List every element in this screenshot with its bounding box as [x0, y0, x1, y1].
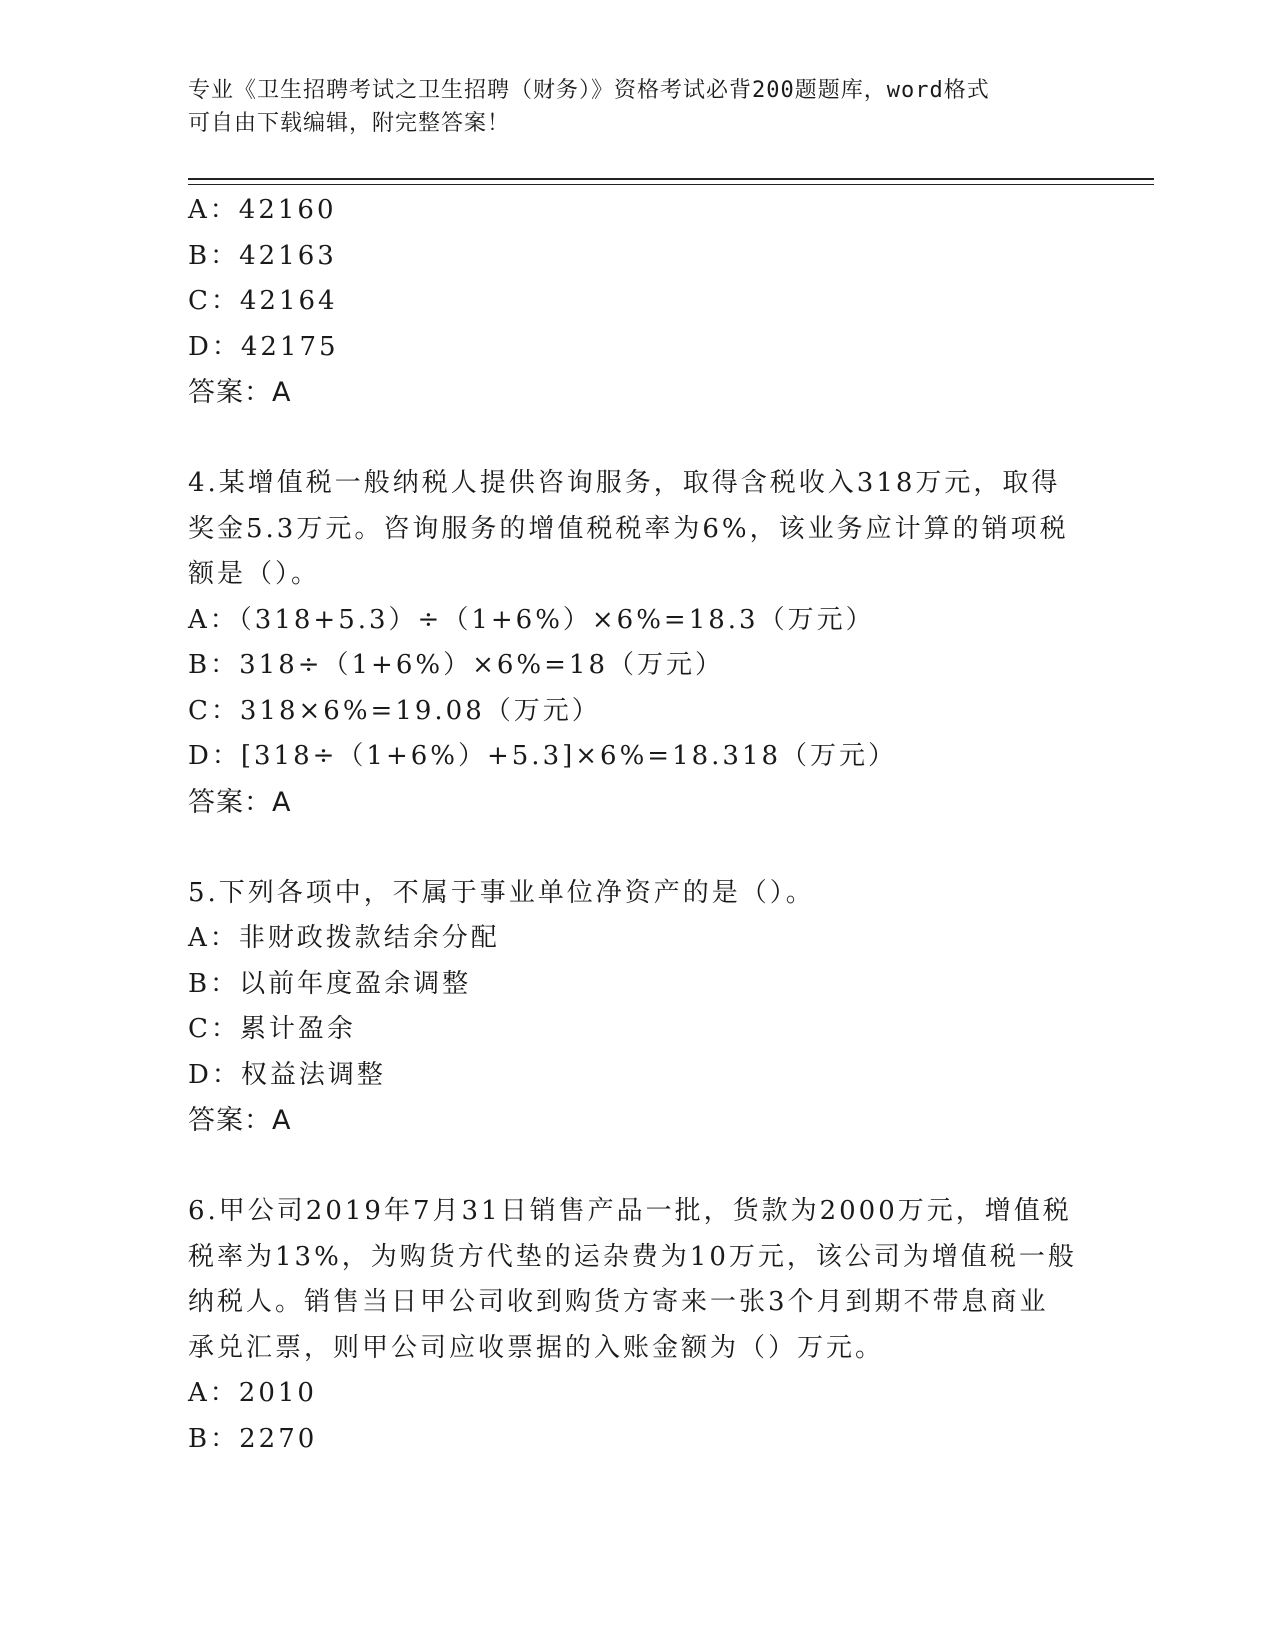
q4-option-d: D：[318÷（1+6%）+5.3]×6%=18.318（万元） — [188, 741, 898, 771]
q5-option-d: D：权益法调整 — [188, 1059, 386, 1090]
question-6 — [188, 1189, 1088, 1462]
question-3 — [188, 188, 1088, 416]
spacer — [188, 416, 1088, 462]
header-divider-thin — [188, 184, 1154, 185]
document-header — [188, 74, 1078, 140]
header-title-line-1: 专业《卫生招聘考试之卫生招聘（财务）》资格考试必背200题题库，word格式 — [188, 78, 990, 103]
q3-option-b: B：42163 — [188, 240, 337, 271]
question-content — [188, 188, 1088, 1462]
q4-option-b: B：318÷（1+6%）×6%=18（万元） — [188, 650, 724, 680]
q6-option-a: A：2010 — [188, 1378, 317, 1408]
question-4 — [188, 461, 1088, 825]
q3-option-d: D：42175 — [188, 331, 339, 362]
q3-option-a: A：42160 — [188, 195, 337, 225]
q4-stem-line-2: 奖金5.3万元。咨询服务的增值税税率为6%，该业务应计算的销项税 — [188, 513, 1069, 544]
q6-stem-line-3: 纳税人。销售当日甲公司收到购货方寄来一张3个月到期不带息商业 — [188, 1287, 1049, 1317]
q5-option-c: C：累计盈余 — [188, 1014, 356, 1044]
q5-answer: 答案：A — [188, 1105, 292, 1136]
question-5 — [188, 871, 1088, 1144]
q3-answer: 答案：A — [188, 377, 292, 408]
q4-option-a: A：（318+5.3）÷（1+6%）×6%=18.3（万元） — [188, 604, 875, 635]
q4-answer: 答案：A — [188, 786, 292, 818]
q4-option-c: C：318×6%=19.08（万元） — [188, 695, 601, 726]
q6-option-b: B：2270 — [188, 1423, 318, 1454]
q4-stem-line-3: 额是（）。 — [188, 559, 321, 589]
q6-stem-line-2: 税率为13%，为购货方代垫的运杂费为10万元，该公司为增值税一般 — [188, 1241, 1077, 1272]
header-title-line-2: 可自由下载编辑，附完整答案！ — [188, 111, 511, 136]
header-divider-thick — [188, 178, 1154, 180]
q6-stem-line-4: 承兑汇票，则甲公司应收票据的入账金额为（）万元。 — [188, 1332, 885, 1363]
spacer — [188, 825, 1088, 871]
spacer — [188, 1144, 1088, 1190]
q3-option-c: C：42164 — [188, 286, 338, 316]
q5-option-b: B：以前年度盈余调整 — [188, 968, 472, 999]
q5-stem-line-1: 5.下列各项中，不属于事业单位净资产的是（）。 — [188, 877, 815, 908]
q4-stem-line-1: 4.某增值税一般纳税人提供咨询服务，取得含税收入318万元，取得 — [188, 468, 1061, 498]
q6-stem-line-1: 6.甲公司2019年7月31日销售产品一批，货款为2000万元，增值税 — [188, 1196, 1072, 1226]
q5-option-a: A：非财政拨款结余分配 — [188, 923, 500, 953]
